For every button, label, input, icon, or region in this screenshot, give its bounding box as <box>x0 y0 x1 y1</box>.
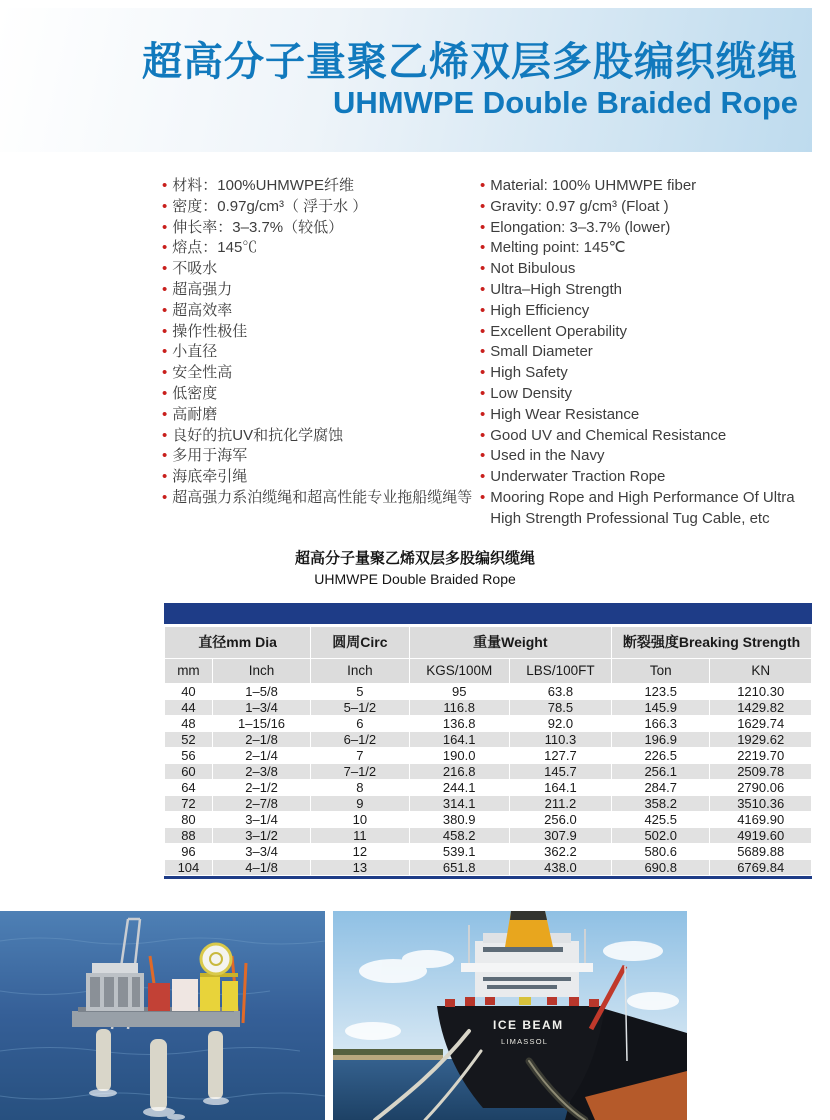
table-cell: 63.8 <box>509 683 611 699</box>
bullet-icon: • <box>480 239 486 257</box>
shoreline <box>333 1049 443 1060</box>
feature-text: 安全性高 <box>172 364 233 382</box>
table-cell: 380.9 <box>409 811 509 827</box>
feature-column-english <box>480 176 816 530</box>
column-group-weight: 重量Weight <box>409 626 612 658</box>
table-cell: 1–3/4 <box>212 699 310 715</box>
table-row <box>165 779 812 795</box>
feature-item <box>480 363 816 384</box>
bullet-icon: • <box>162 384 168 402</box>
table-cell: 425.5 <box>612 811 710 827</box>
table-cell: 5689.88 <box>710 843 812 859</box>
feature-item <box>480 384 816 405</box>
table-cell: 104 <box>165 859 213 875</box>
feature-text: Good UV and Chemical Resistance <box>490 426 727 444</box>
feature-text: Not Bibulous <box>490 260 576 278</box>
table-cell: 438.0 <box>509 859 611 875</box>
table-cell: 96 <box>165 843 213 859</box>
bullet-icon: • <box>162 343 168 361</box>
table-row <box>165 699 812 715</box>
table-cell: 4169.90 <box>710 811 812 827</box>
feature-item <box>480 259 816 280</box>
table-cell: 2219.70 <box>710 747 812 763</box>
feature-item <box>162 218 480 239</box>
feature-text: 低密度 <box>172 384 218 402</box>
bullet-icon: • <box>162 260 168 278</box>
feature-section <box>162 176 830 530</box>
table-cell: 123.5 <box>612 683 710 699</box>
table-cell: 314.1 <box>409 795 509 811</box>
table-cell: 127.7 <box>509 747 611 763</box>
feature-text: 密度：0.97g/cm³（ 浮于水 ） <box>172 197 368 215</box>
table-cell: 6 <box>311 715 409 731</box>
table-cell: 88 <box>165 827 213 843</box>
feature-text: 材料：100%UHMWPE纤维 <box>172 177 354 194</box>
feature-item <box>480 280 816 301</box>
table-cell: 60 <box>165 763 213 779</box>
bullet-icon: • <box>480 177 486 194</box>
feature-item <box>162 384 480 405</box>
feature-item <box>162 176 480 197</box>
bullet-icon: • <box>162 177 168 194</box>
column-header-inch-circ: Inch <box>311 658 409 683</box>
bullet-icon: • <box>480 384 486 402</box>
feature-item <box>480 446 816 467</box>
page-title-english: UHMWPE Double Braided Rope <box>332 85 798 120</box>
spec-table-body <box>165 683 812 875</box>
feature-item <box>480 197 816 218</box>
table-row <box>165 811 812 827</box>
column-header-kn: KN <box>710 658 812 683</box>
table-cell: 307.9 <box>509 827 611 843</box>
feature-text: Gravity: 0.97 g/cm³ (Float ) <box>490 197 669 215</box>
bullet-icon: • <box>162 488 168 506</box>
column-header-ton: Ton <box>612 658 710 683</box>
feature-text: Used in the Navy <box>490 447 605 465</box>
table-cell: 580.6 <box>612 843 710 859</box>
table-cell: 7 <box>311 747 409 763</box>
table-cell: 284.7 <box>612 779 710 795</box>
feature-item <box>162 363 480 384</box>
feature-text: 不吸水 <box>172 260 218 278</box>
table-cell: 72 <box>165 795 213 811</box>
table-cell: 2–1/8 <box>212 731 310 747</box>
table-cell: 502.0 <box>612 827 710 843</box>
table-cell: 226.5 <box>612 747 710 763</box>
feature-item <box>480 322 816 343</box>
bullet-icon: • <box>162 364 168 382</box>
table-cell: 44 <box>165 699 213 715</box>
feature-text: 良好的抗UV和抗化学腐蚀 <box>172 426 344 444</box>
table-row <box>165 843 812 859</box>
table-sub-header-row <box>165 658 812 683</box>
page-title-chinese: 超高分子量聚乙烯双层多股编织缆绳 <box>142 40 798 84</box>
bullet-icon: • <box>162 426 168 444</box>
table-cell: 92.0 <box>509 715 611 731</box>
ship-funnel <box>505 911 553 947</box>
table-cell: 196.9 <box>612 731 710 747</box>
feature-list-english <box>480 176 816 530</box>
feature-item <box>162 238 480 259</box>
table-caption-english: UHMWPE Double Braided Rope <box>314 570 516 587</box>
ship-port-text: LIMASSOL <box>501 1036 549 1046</box>
feature-text: 超高效率 <box>172 301 233 319</box>
table-cell: 56 <box>165 747 213 763</box>
table-cell: 145.7 <box>509 763 611 779</box>
feature-text: Small Diameter <box>490 343 593 361</box>
table-row <box>165 795 812 811</box>
table-cell: 6769.84 <box>710 859 812 875</box>
table-cell: 110.3 <box>509 731 611 747</box>
feature-text: 熔点：145℃ <box>172 239 258 257</box>
table-cell: 1629.74 <box>710 715 812 731</box>
bullet-icon: • <box>162 239 168 257</box>
feature-item <box>480 488 816 530</box>
feature-text: High Efficiency <box>490 301 590 319</box>
column-header-mm: mm <box>165 658 213 683</box>
column-header-kgs: KGS/100M <box>409 658 509 683</box>
bullet-icon: • <box>162 301 168 319</box>
bullet-icon: • <box>162 447 168 465</box>
feature-text: High Safety <box>490 364 568 382</box>
feature-item <box>162 488 480 509</box>
bullet-icon: • <box>162 322 168 340</box>
table-cell: 211.2 <box>509 795 611 811</box>
table-cell: 12 <box>311 843 409 859</box>
table-row <box>165 859 812 875</box>
feature-item <box>162 426 480 447</box>
table-cell: 2–3/8 <box>212 763 310 779</box>
bullet-icon: • <box>480 343 486 361</box>
table-cell: 358.2 <box>612 795 710 811</box>
table-cell: 3–1/2 <box>212 827 310 843</box>
bullet-icon: • <box>480 426 486 444</box>
feature-text: Elongation: 3–3.7% (lower) <box>490 218 671 236</box>
bullet-icon: • <box>480 197 486 215</box>
feature-text: 伸长率：3–3.7%（较低） <box>172 218 344 236</box>
bullet-icon: • <box>162 197 168 215</box>
page-header <box>0 8 812 152</box>
table-cell: 2–7/8 <box>212 795 310 811</box>
feature-item <box>480 301 816 322</box>
table-cell: 1–15/16 <box>212 715 310 731</box>
table-row <box>165 747 812 763</box>
feature-item <box>480 238 816 259</box>
bullet-icon: • <box>480 301 486 319</box>
table-cell: 2–1/4 <box>212 747 310 763</box>
feature-item <box>162 301 480 322</box>
table-cell: 5–1/2 <box>311 699 409 715</box>
feature-text: High Wear Resistance <box>490 405 640 423</box>
table-cell: 2–1/2 <box>212 779 310 795</box>
feature-text: 高耐磨 <box>172 405 218 423</box>
table-cell: 539.1 <box>409 843 509 859</box>
table-cell: 164.1 <box>509 779 611 795</box>
column-header-inch-dia: Inch <box>212 658 310 683</box>
bullet-icon: • <box>480 260 486 278</box>
table-cell: 9 <box>311 795 409 811</box>
feature-item <box>480 218 816 239</box>
table-cell: 3510.36 <box>710 795 812 811</box>
feature-text: 多用于海军 <box>172 447 248 465</box>
table-row <box>165 731 812 747</box>
table-cell: 1210.30 <box>710 683 812 699</box>
bullet-icon: • <box>480 322 486 340</box>
bullet-icon: • <box>480 468 486 486</box>
table-cell: 10 <box>311 811 409 827</box>
feature-text: Ultra–High Strength <box>490 280 622 298</box>
bullet-icon: • <box>480 280 486 298</box>
table-cell: 116.8 <box>409 699 509 715</box>
table-cell: 3–3/4 <box>212 843 310 859</box>
table-cell: 2509.78 <box>710 763 812 779</box>
table-cell: 64 <box>165 779 213 795</box>
feature-item <box>480 342 816 363</box>
feature-text: Excellent Operability <box>490 322 627 340</box>
bullet-icon: • <box>162 405 168 423</box>
helipad <box>201 944 231 974</box>
table-cell: 458.2 <box>409 827 509 843</box>
feature-list-chinese <box>162 176 480 509</box>
feature-item <box>162 322 480 343</box>
table-row <box>165 683 812 699</box>
spec-table-container <box>164 603 812 879</box>
feature-text: Low Density <box>490 384 572 402</box>
table-top-bar <box>164 603 812 624</box>
table-cell: 145.9 <box>612 699 710 715</box>
feature-text: Material: 100% UHMWPE fiber <box>490 177 697 194</box>
feature-text: Melting point: 145℃ <box>490 239 626 257</box>
table-cell: 11 <box>311 827 409 843</box>
bullet-icon: • <box>480 405 486 423</box>
table-cell: 1–5/8 <box>212 683 310 699</box>
bullet-icon: • <box>480 364 486 382</box>
feature-text: Underwater Traction Rope <box>490 468 666 486</box>
bullet-icon: • <box>162 280 168 298</box>
feature-text: 操作性极佳 <box>172 322 248 340</box>
table-cell: 651.8 <box>409 859 509 875</box>
table-cell: 95 <box>409 683 509 699</box>
column-group-circumference: 圆周Circ <box>311 626 409 658</box>
table-cell: 48 <box>165 715 213 731</box>
table-cell: 8 <box>311 779 409 795</box>
table-cell: 6–1/2 <box>311 731 409 747</box>
feature-item <box>162 446 480 467</box>
table-cell: 5 <box>311 683 409 699</box>
feature-item <box>162 467 480 488</box>
ship-photo <box>333 911 687 1120</box>
feature-text: 海底牵引绳 <box>172 468 248 486</box>
ship-name-text: ICE BEAM <box>493 1017 564 1032</box>
table-cell: 3–1/4 <box>212 811 310 827</box>
table-cell: 78.5 <box>509 699 611 715</box>
feature-item <box>162 197 480 218</box>
table-row <box>165 763 812 779</box>
table-cell: 80 <box>165 811 213 827</box>
feature-item <box>480 176 816 197</box>
table-cell: 216.8 <box>409 763 509 779</box>
table-cell: 4919.60 <box>710 827 812 843</box>
table-cell: 362.2 <box>509 843 611 859</box>
feature-text: 小直径 <box>172 343 218 361</box>
feature-item <box>480 426 816 447</box>
table-cell: 190.0 <box>409 747 509 763</box>
table-caption-chinese: 超高分子量聚乙烯双层多股编织缆绳 <box>294 549 535 567</box>
table-cell: 4–1/8 <box>212 859 310 875</box>
table-cell: 690.8 <box>612 859 710 875</box>
table-cell: 1929.62 <box>710 731 812 747</box>
table-cell: 2790.06 <box>710 779 812 795</box>
table-row <box>165 827 812 843</box>
feature-text: Mooring Rope and High Performance Of Ultra High Strength Professional Tug Cable, etc <box>490 488 795 527</box>
bullet-icon: • <box>162 218 168 236</box>
bullet-icon: • <box>162 468 168 486</box>
table-cell: 40 <box>165 683 213 699</box>
column-group-breaking-strength: 断裂强度Breaking Strength <box>612 626 812 658</box>
feature-item <box>480 405 816 426</box>
table-cell: 52 <box>165 731 213 747</box>
photo-strip <box>0 911 830 1120</box>
table-cell: 7–1/2 <box>311 763 409 779</box>
feature-item <box>480 467 816 488</box>
table-cell: 256.1 <box>612 763 710 779</box>
column-header-lbs: LBS/100FT <box>509 658 611 683</box>
feature-item <box>162 259 480 280</box>
bullet-icon: • <box>480 447 486 465</box>
table-group-header-row <box>165 626 812 658</box>
table-cell: 256.0 <box>509 811 611 827</box>
table-cell: 244.1 <box>409 779 509 795</box>
table-cell: 136.8 <box>409 715 509 731</box>
feature-column-chinese <box>162 176 480 530</box>
feature-text: 超高强力 <box>172 280 233 298</box>
column-group-diameter: 直径mm Dia <box>165 626 311 658</box>
table-cell: 13 <box>311 859 409 875</box>
bullet-icon: • <box>480 488 486 506</box>
table-cell: 164.1 <box>409 731 509 747</box>
table-cell: 1429.82 <box>710 699 812 715</box>
bullet-icon: • <box>480 218 486 236</box>
feature-item <box>162 405 480 426</box>
feature-item <box>162 280 480 301</box>
feature-item <box>162 342 480 363</box>
table-caption <box>0 548 830 589</box>
spec-table <box>164 626 812 876</box>
offshore-platform-photo <box>0 911 325 1120</box>
table-cell: 166.3 <box>612 715 710 731</box>
feature-text: 超高强力系泊缆绳和超高性能专业拖船缆绳等 <box>172 488 473 506</box>
table-row <box>165 715 812 731</box>
